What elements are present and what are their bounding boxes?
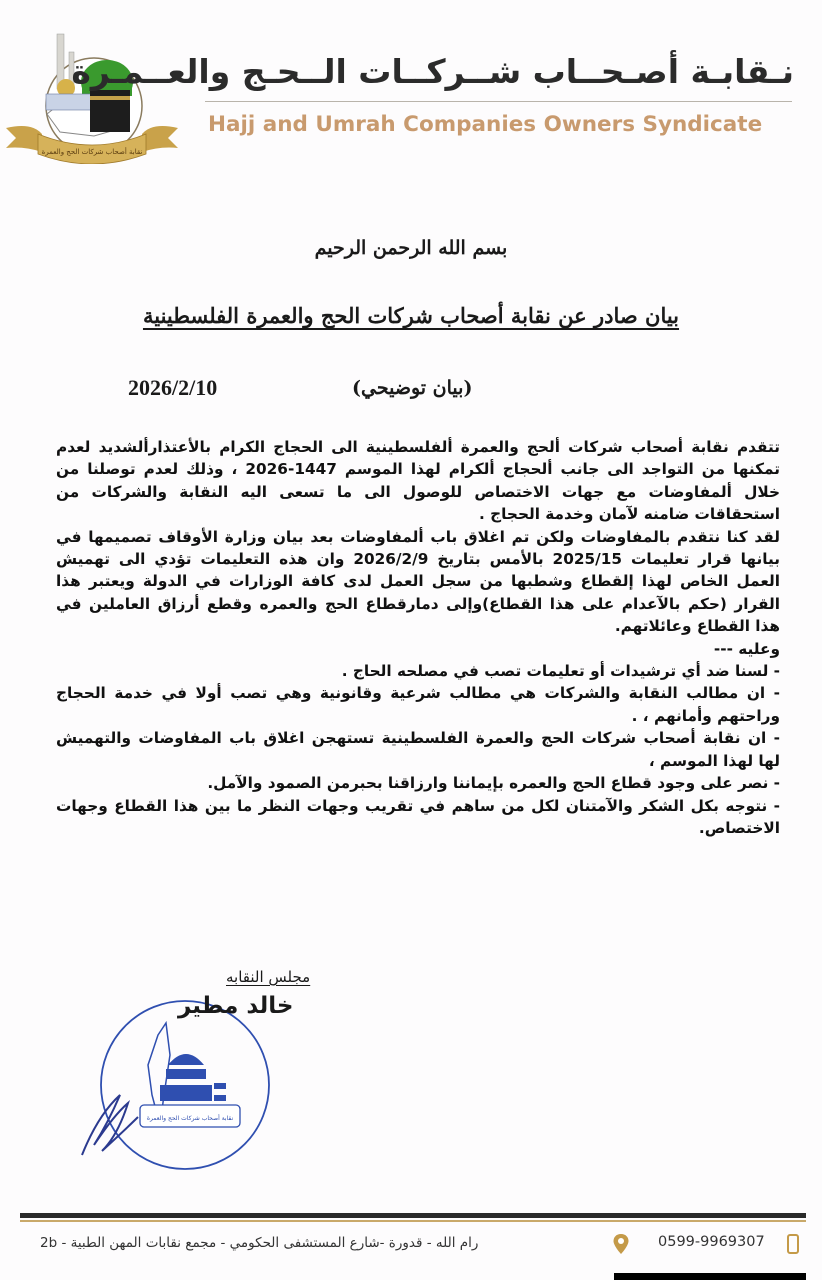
document-date: 2026/2/10 <box>128 375 218 400</box>
document-title-text: بيان صادر عن نقابة أصحاب شركات الحج والعمرة الفلسطينية <box>142 303 680 328</box>
bullet-point: - نصر على وجود قطاع الحج والعمره بإيماننا وارزاقنا بحبرمن الصمود والآمل. <box>207 774 780 793</box>
org-name-arabic: نـقابـة أصـحــاب شــركــات الــحـج والعــمـرة <box>71 52 794 91</box>
paragraph-negotiations: لقد كنا نتقدم بالمفاوضات ولكن تم اغلاق باب ألمفاوضات بعد بيان وزارة الأوقاف تصميمها في بيانها قرار تعليمات 2025/15 بالأمس بتاريخ 2026/2/9 وان هذه التعليمات تؤدي الى تهميش العمل الخاص لهذا إلقطاع وشطبها من سجل العمل لدى كافة الوزارات في الدولة ويعتبر هذا القرار (حكم بالآعدام على هذا القطاع)وإلى دمارقطاع الحج والعمره وقطع أرزاق العاملين في هذا القطاع وعائلاتهم. <box>56 527 780 636</box>
signatory-council: مجلس النقابه <box>226 968 311 986</box>
signatory-name: خالد مطير <box>178 993 294 1019</box>
footer-address: رام الله - قدورة -شارع المستشفى الحكومي - مجمع نقابات المهن الطبية - 2b <box>40 1235 479 1251</box>
letterhead-divider <box>205 101 792 102</box>
stamp-text: نقابة أصحاب شركات الحج والعمرة <box>146 1115 234 1122</box>
statement-body <box>56 436 780 839</box>
bullet-point: - ان نقابة أصحاب شركات الحج والعمرة الفلسطينية تستهجن اغلاق باب المفاوضات والتهميش لها لهذا الموسم ، <box>56 729 780 770</box>
paragraph-apology: تتقدم نقابة أصحاب شركات ألحج والعمرة ألفلسطينية الى الحجاج الكرام بالأعتذارألشديد لعدم تمكنها من التواجد الى جانب ألحجاج ألكرام لهذا الموسم 1447-2026 ، وذلك لعدم توصلنا من خلال ألمفاوضات مع جهات الاختصاص للوصول الى ما تسعى اليه النقابة والشركات من استحقاقات ضامنه لآمان وخدمة الحجاج . <box>56 438 781 524</box>
document-subtitle: (بيان توضيحي) <box>352 377 473 399</box>
footer-divider-gold <box>20 1220 806 1222</box>
logo-ribbon-text: نقابة أصحاب شركات الحج والعمرة <box>41 148 143 156</box>
redaction-bar <box>614 1273 806 1280</box>
bullet-point: - ان مطالب النقابة والشركات هي مطالب شرعية وقانونية وهي تصب أولا في خدمة الحجاج وراحتهم وأمانهم ، . <box>56 684 780 725</box>
org-name-english: Hajj and Umrah Companies Owners Syndicate <box>208 112 763 137</box>
letterhead-footer <box>0 1228 822 1260</box>
mobile-phone-icon <box>787 1234 799 1254</box>
official-stamp <box>68 995 278 1170</box>
map-pin-icon <box>612 1233 630 1255</box>
letterhead <box>0 0 822 170</box>
paragraph-therefore: وعليه --- <box>713 639 780 658</box>
bullet-point: - نتوجه بكل الشكر والآمتنان لكل من ساهم في تقريب وجهات النظر ما بين هذا القطاع وجهات الاختصاص. <box>56 796 780 837</box>
document-title <box>0 303 822 328</box>
basmala: بسم الله الرحمن الرحيم <box>314 237 508 259</box>
syndicate-logo <box>2 24 182 164</box>
footer-divider <box>20 1213 806 1218</box>
bullet-point: - لسنا ضد أي ترشيدات أو تعليمات تصب في مصلحه الحاج . <box>341 662 780 681</box>
footer-phone: 0599-9969307 <box>658 1234 765 1250</box>
